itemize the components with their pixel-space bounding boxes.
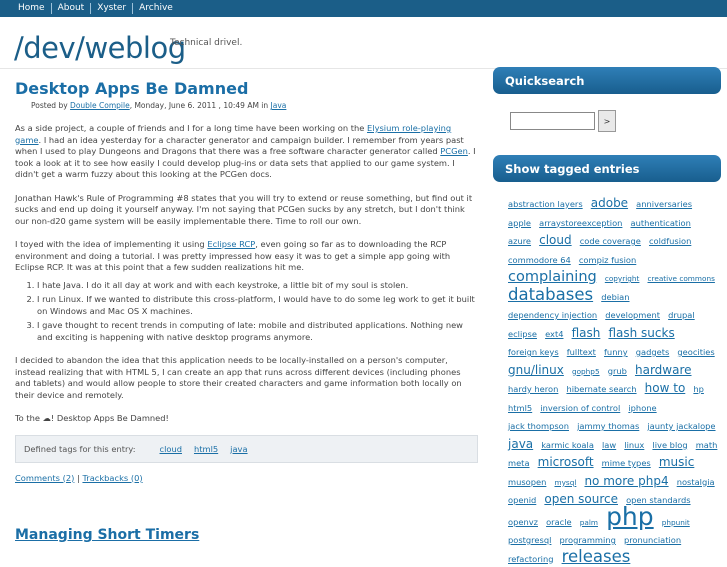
realizations-list	[37, 280, 478, 344]
tag-cloud-link[interactable]: hardy heron	[508, 384, 559, 394]
tag-cloud-link[interactable]: html5	[508, 402, 533, 413]
tag-cloud-link[interactable]: azure	[508, 236, 532, 246]
tag-cloud-link[interactable]: cloud	[539, 233, 572, 247]
tag-cloud-link[interactable]: commodore 64	[508, 254, 571, 265]
tag-cloud-link[interactable]: no more php4	[584, 473, 669, 488]
tag-cloud-link[interactable]: oracle	[546, 516, 572, 527]
tag-cloud-link[interactable]: grub	[607, 365, 627, 376]
tag-cloud-link[interactable]: programming	[559, 535, 616, 545]
post-title[interactable]: Desktop Apps Be Damned	[15, 79, 249, 98]
tag-cloud-link[interactable]: drupal	[668, 310, 695, 320]
tag-cloud-link[interactable]: jammy thomas	[577, 421, 640, 431]
tag-cloud-link[interactable]: geocities	[677, 347, 715, 357]
tag-cloud-link[interactable]: flash sucks	[608, 325, 675, 340]
search-input[interactable]	[510, 112, 595, 130]
post-date: , Monday, June 6. 2011 , 10:49 AM in	[129, 101, 269, 110]
tag-cloud-link[interactable]: arraystoreexception	[539, 217, 623, 228]
post-meta	[31, 101, 478, 111]
paragraph-3: I toyed with the idea of implementing it using Eclipse RCP, even going so far as to downloading the RCP environment and doing a tutorial. I was pretty impressed how easy it was to get a simple app going with Eclipse RCP. It was at this point that a few sudden realizations hit me.	[15, 239, 451, 272]
tag-cloud-link[interactable]: gadgets	[635, 347, 670, 357]
tag-cloud-link[interactable]: microsoft	[537, 455, 594, 469]
list-item: 2. I run Linux. If we wanted to distribute this cross-platform, I would have to do some leg work to get it built on Windows and Mac OS X machines.	[37, 294, 478, 317]
nav-xyster[interactable]: Xyster	[91, 3, 133, 14]
tag-cloud-link[interactable]: dependency injection	[508, 310, 598, 320]
tag-cloud-link[interactable]: php	[606, 501, 654, 531]
tag-cloud-link[interactable]: authentication	[630, 217, 691, 228]
tag-cloud-link[interactable]: open source	[544, 492, 618, 506]
paragraph-2: Jonathan Hawk's Rule of Programming #8 states that you will try to extend or reuse something, but find out it sucks and end up doing it yourself anyway. I'm not saying that PCGen sucks by any stretch, but I don't think our non-d20 game system will be easily implementable there. Time to roll our own.	[15, 192, 473, 226]
post-footer: Comments (2) | Trackbacks (0)	[15, 472, 143, 483]
tag-cloud-link[interactable]: inversion of control	[540, 402, 621, 413]
tag-cloud-link[interactable]: jaunty jackalope	[647, 421, 716, 431]
nav-home[interactable]: Home	[12, 3, 52, 14]
next-post-title[interactable]: Managing Short Timers	[15, 527, 200, 543]
tag-cloud-link[interactable]: palm	[579, 517, 598, 527]
tag-cloud-link[interactable]: karmic koala	[541, 439, 594, 450]
tag-cloud-link[interactable]: eclipse	[508, 328, 537, 339]
tag-cloud-link[interactable]: meta	[508, 458, 530, 468]
tag-cloud-link[interactable]: adobe	[590, 196, 629, 210]
paragraph-1: As a side project, a couple of friends and I for a long time have been working on the Elysium role-playing game. I had an idea yesterday for a character generator and campaign builder. I remember from years past when I used to play Dungeons and Dragons that there was a free software character generator called PCGen. I took a look at it to see how easily I could develop plug-ins or data sets that applied to our game system. I didn't get a warm fuzzy about this looking at the PCGen docs.	[15, 123, 476, 179]
tag-link-html5[interactable]: html5	[193, 443, 219, 454]
eclipse-rcp-link[interactable]: Eclipse RCP	[207, 239, 256, 249]
tag-cloud-link[interactable]: flash	[571, 325, 601, 340]
quicksearch-header: Quicksearch	[493, 67, 721, 94]
tag-cloud-link[interactable]: hardware	[634, 362, 692, 377]
tag-cloud-link[interactable]: open standards	[626, 495, 691, 505]
tag-link-cloud[interactable]: cloud	[159, 443, 182, 454]
tag-cloud-link[interactable]: debian	[601, 291, 630, 302]
tag-cloud-link[interactable]: creative commons	[647, 274, 715, 283]
site-title[interactable]: /dev/weblog	[14, 31, 186, 65]
tag-cloud-link[interactable]: nostalgia	[676, 476, 715, 487]
tag-cloud-link[interactable]: law	[602, 439, 617, 450]
tag-cloud-link[interactable]: abstraction layers	[508, 199, 583, 209]
top-nav-bar	[0, 0, 727, 17]
nav-archive[interactable]: Archive	[139, 3, 173, 13]
paragraph-4: I decided to abandon the idea that this application needs to be locally-installed on a person's computer, instead realizing that with HTML 5, I can create an app that runs across different devices (including phones and tablets) and would allow people to store their created characters and game information both locally on their device and remotely.	[15, 355, 462, 400]
comments-link[interactable]: Comments (2)	[15, 472, 75, 483]
tag-cloud-link[interactable]: compiz fusion	[578, 254, 637, 265]
tag-cloud-link[interactable]: hibernate search	[566, 384, 637, 394]
tag-cloud-link[interactable]: live blog	[652, 439, 688, 450]
tag-cloud-link[interactable]: copyright	[604, 274, 640, 283]
search-button[interactable]: >	[598, 110, 616, 132]
post-meta-prefix: Posted by	[31, 101, 68, 110]
tag-cloud-link[interactable]: jack thompson	[508, 421, 569, 431]
tag-cloud-link[interactable]: openvz	[508, 516, 538, 527]
tag-cloud-link[interactable]: coldfusion	[648, 236, 692, 246]
tag-cloud-link[interactable]: development	[605, 310, 660, 320]
tag-cloud-link[interactable]: music	[658, 455, 695, 469]
tag-cloud-link[interactable]: fulltext	[566, 347, 596, 357]
tag-cloud-link[interactable]: gnu/linux	[508, 362, 564, 377]
tagged-entries-header: Show tagged entries	[493, 155, 721, 182]
tag-cloud-link[interactable]: math	[695, 439, 718, 450]
tag-cloud-link[interactable]: anniversaries	[636, 199, 693, 209]
post-author-link[interactable]: Double Compile	[70, 101, 130, 110]
tag-cloud-link[interactable]: foreign keys	[508, 347, 559, 357]
tag-cloud-link[interactable]: java	[508, 436, 534, 451]
post-body	[15, 123, 478, 425]
tag-cloud-link[interactable]: postgresql	[508, 535, 552, 545]
trackbacks-link[interactable]: Trackbacks (0)	[82, 472, 143, 483]
nav-about[interactable]: About	[52, 3, 92, 14]
tag-cloud	[508, 194, 722, 567]
tag-cloud-link[interactable]: how to	[644, 381, 686, 395]
paragraph-5: To the ☁! Desktop Apps Be Damned!	[15, 413, 169, 423]
list-item: 3. I gave thought to recent trends in computing of late: mobile and distributed applications. Nothing new and exciting is happening with native desktop programs anymore.	[37, 320, 478, 343]
tag-cloud-link[interactable]: musopen	[508, 476, 547, 487]
site-tagline: Technical drivel.	[170, 38, 243, 48]
tag-cloud-link[interactable]: funny	[604, 347, 628, 357]
list-item: 1. I hate Java. I do it all day at work and with each keystroke, a little bit of my soul is stolen.	[37, 280, 478, 292]
tag-cloud-link[interactable]: iphone	[628, 402, 657, 413]
tag-cloud-link[interactable]: mime types	[601, 458, 651, 468]
tag-cloud-link[interactable]: complaining	[508, 269, 597, 285]
tag-cloud-link[interactable]: apple	[508, 217, 532, 228]
tag-cloud-link[interactable]: hp	[693, 384, 704, 394]
tag-cloud-link[interactable]: mysql	[554, 477, 577, 487]
tag-cloud-link[interactable]: pronunciation	[623, 535, 682, 545]
main-content	[15, 80, 478, 483]
tag-cloud-link[interactable]: refactoring	[508, 553, 554, 564]
entry-tags-box	[15, 435, 478, 463]
tag-link-java[interactable]: java	[230, 443, 248, 454]
tag-cloud-link[interactable]: code coverage	[579, 236, 641, 246]
elysium-link[interactable]: Elysium role-playing game	[15, 123, 452, 145]
tags-label: Defined tags for this entry:	[24, 443, 136, 454]
tag-cloud-link[interactable]: gophp5	[571, 366, 600, 376]
tag-cloud-link[interactable]: releases	[561, 546, 631, 566]
tag-cloud-link[interactable]: openid	[508, 495, 537, 505]
tag-cloud-link[interactable]: linux	[624, 439, 645, 450]
pcgen-link[interactable]: PCGen	[440, 146, 468, 156]
tag-cloud-link[interactable]: databases	[508, 284, 594, 304]
tag-cloud-link[interactable]: ext4	[545, 328, 564, 339]
post-category-link[interactable]: Java	[270, 101, 287, 110]
tag-cloud-link[interactable]: phpunit	[661, 517, 690, 527]
